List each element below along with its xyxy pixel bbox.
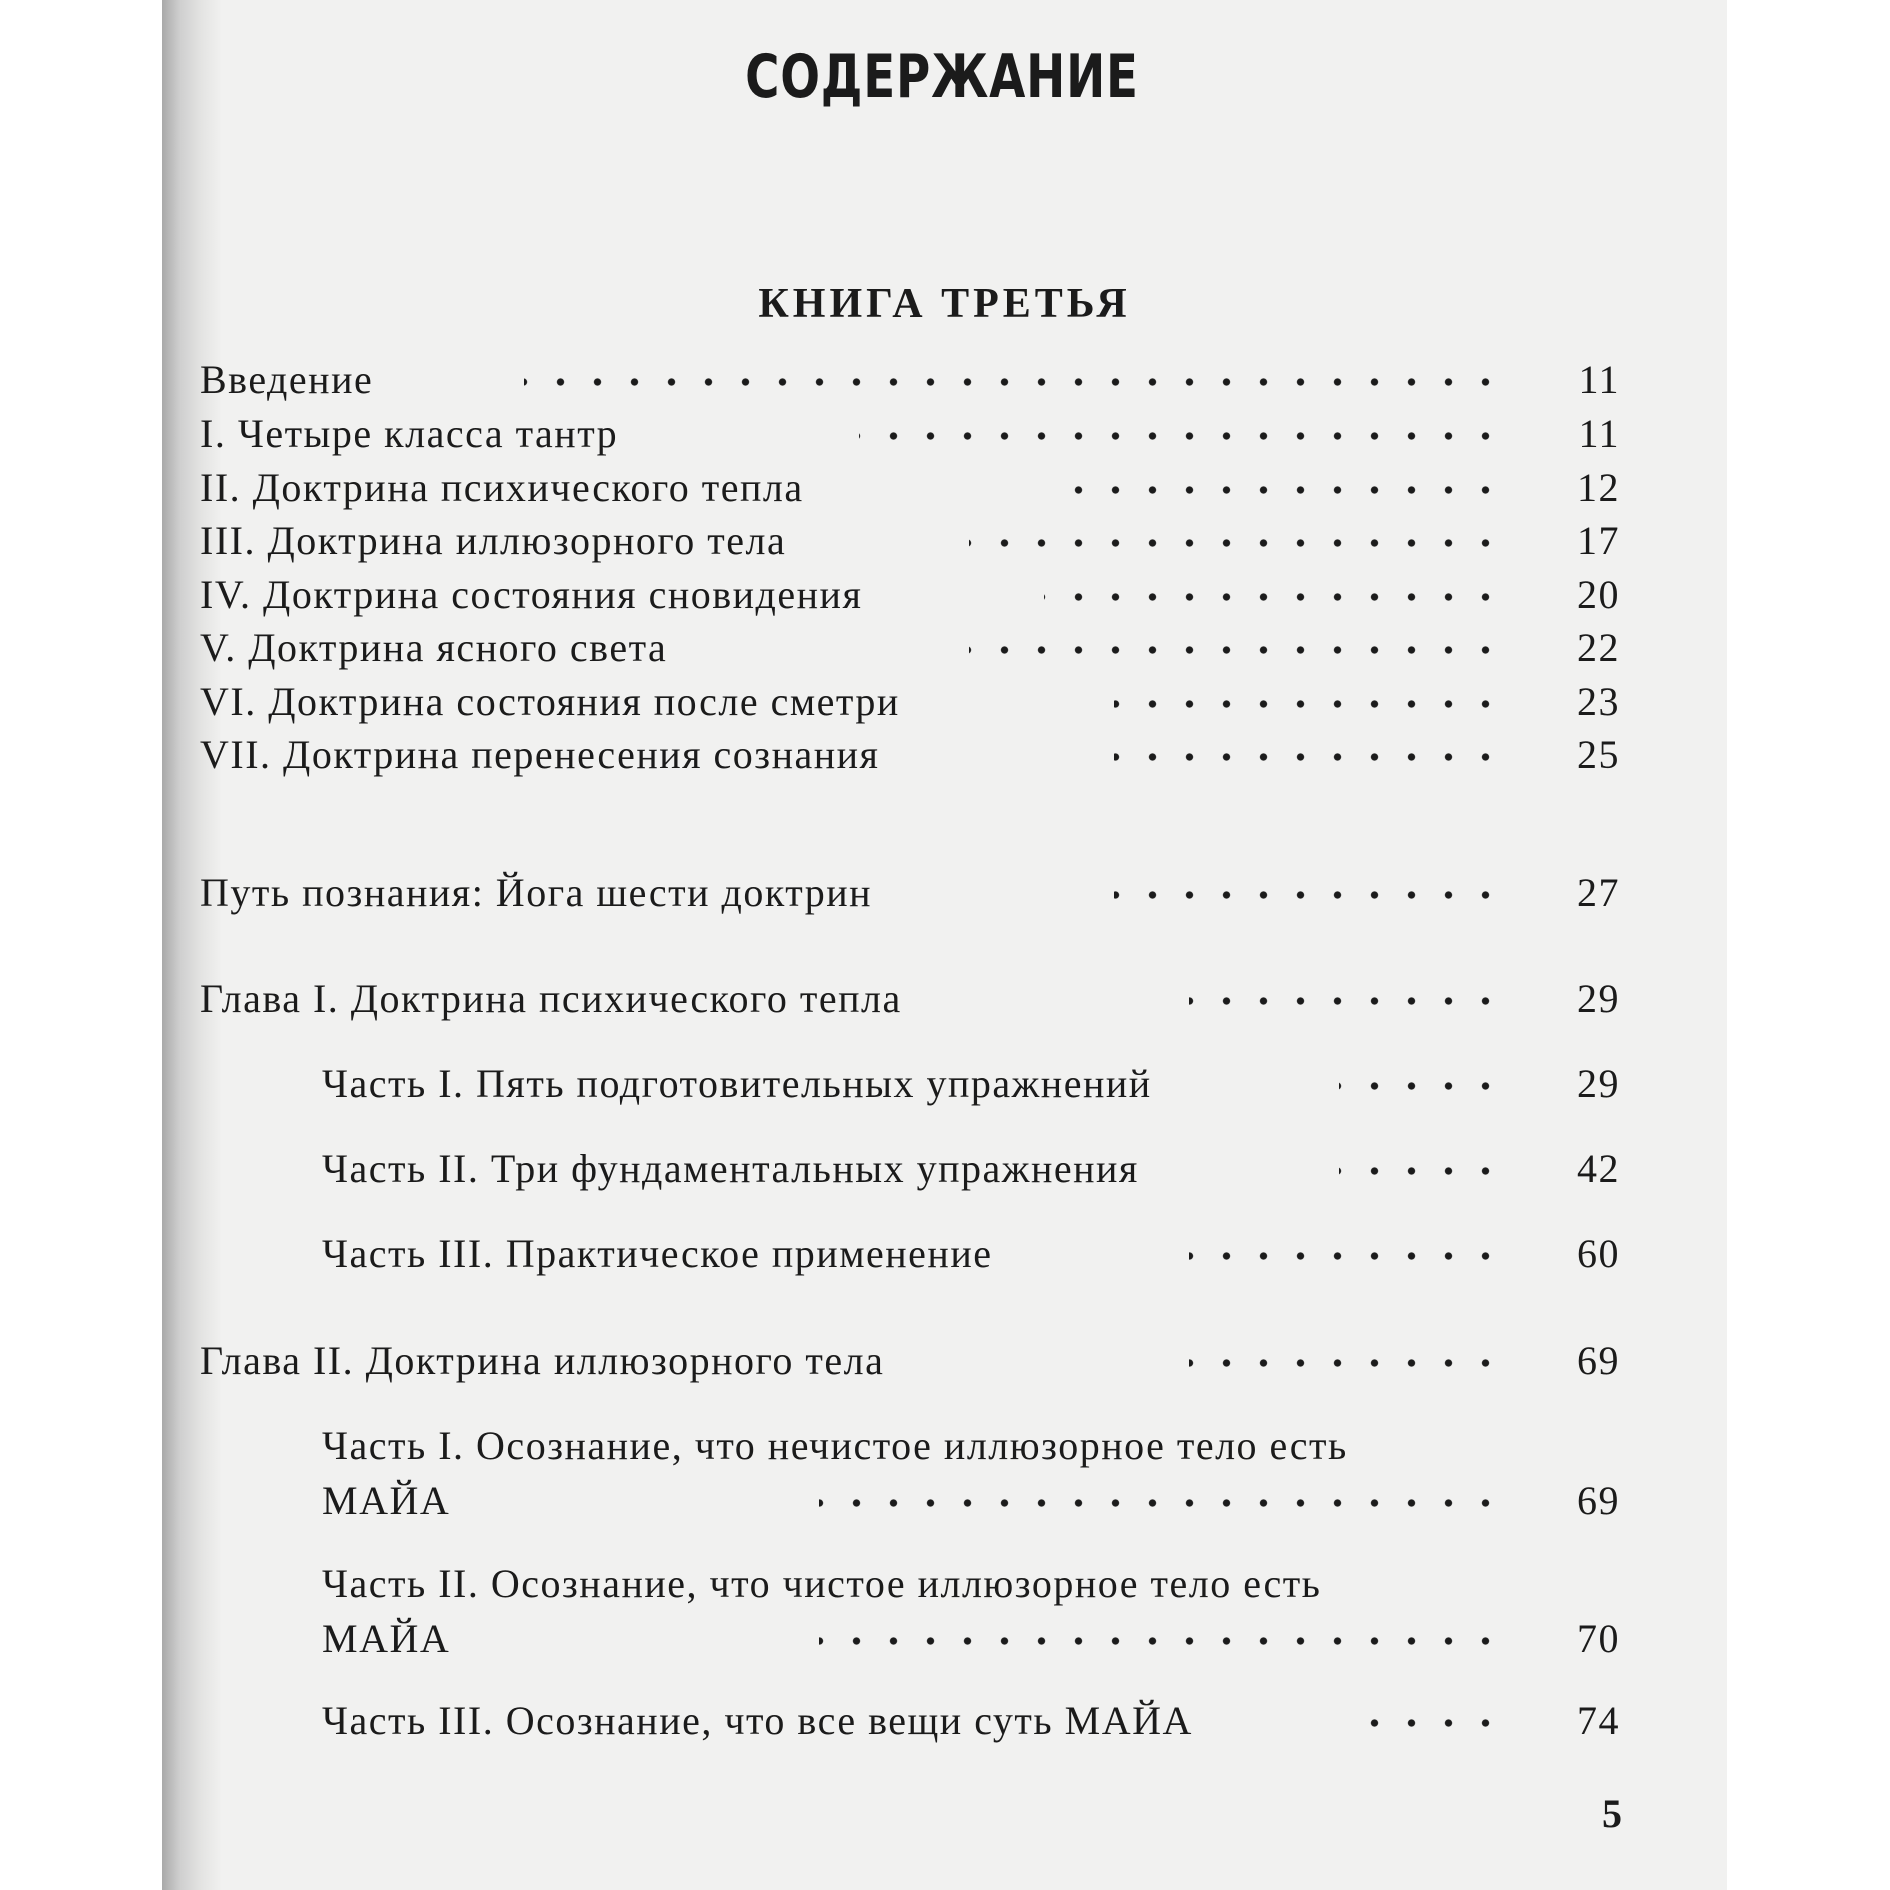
toc-subentry — [322, 1696, 1620, 1746]
toc-entry-label: II. Доктрина психического тепла — [200, 465, 804, 510]
toc-entry-label-continued: МАЙА — [322, 1478, 451, 1523]
toc-entry-label: IV. Доктрина состояния сновидения — [200, 572, 863, 617]
toc-leader-dots — [969, 645, 1504, 655]
toc-leader-dots — [524, 377, 1504, 387]
toc-entry-page: 29 — [1577, 976, 1620, 1021]
toc-entry — [200, 463, 1620, 513]
toc-entry-page: 12 — [1577, 465, 1620, 510]
toc-entry-label: Часть III. Практическое применение — [322, 1231, 993, 1276]
toc-entry-page: 69 — [1577, 1338, 1620, 1383]
toc-entry-page: 22 — [1577, 625, 1620, 670]
toc-entry-page: 27 — [1577, 870, 1620, 915]
toc-entry-label: Часть II. Три фундаментальных упражнения — [322, 1146, 1139, 1191]
toc-entry — [200, 570, 1620, 620]
toc-subentry — [322, 1229, 1620, 1279]
toc-entry — [200, 1336, 1620, 1386]
toc-entry-page: 69 — [1577, 1478, 1620, 1523]
toc-leader-dots — [1114, 699, 1504, 709]
toc-subentry — [322, 1559, 1620, 1669]
toc-entry-page: 20 — [1577, 572, 1620, 617]
toc-entry — [200, 516, 1620, 566]
toc-leader-dots — [1044, 592, 1504, 602]
toc-entry-page: 29 — [1577, 1061, 1620, 1106]
toc-entry-label: Глава II. Доктрина иллюзорного тела — [200, 1338, 885, 1383]
toc-entry-label: I. Четыре класса тантр — [200, 411, 619, 456]
toc-leader-dots — [1349, 1718, 1504, 1728]
toc-entry — [200, 974, 1620, 1024]
toc-leader-dots — [1339, 1081, 1504, 1091]
toc-entry — [200, 677, 1620, 727]
toc-entry-label-continued: МАЙА — [322, 1616, 451, 1661]
toc-leader-dots — [1114, 890, 1504, 900]
toc-subentry — [322, 1144, 1620, 1194]
toc-entry-label: Часть I. Пять подготовительных упражнений — [322, 1061, 1152, 1106]
toc-entry-label: III. Доктрина иллюзорного тела — [200, 518, 787, 563]
toc-entry-page: 11 — [1578, 411, 1620, 456]
toc-entry-label: VI. Доктрина состояния после сметри — [200, 679, 900, 724]
toc-subentry — [322, 1421, 1620, 1531]
toc-leader-dots — [1046, 485, 1504, 495]
toc-subentry — [322, 1059, 1620, 1109]
toc-entry-label: Глава I. Доктрина психического тепла — [200, 976, 902, 1021]
toc-leader-dots — [969, 538, 1504, 548]
toc-entry-page: 74 — [1577, 1698, 1620, 1743]
toc-leader-dots — [819, 1636, 1504, 1646]
page-title: СОДЕРЖАНИЕ — [745, 42, 1139, 112]
toc-leader-dots — [1189, 1358, 1504, 1368]
toc-entry-page: 42 — [1577, 1146, 1620, 1191]
toc-leader-dots — [1114, 752, 1504, 762]
toc-entry — [200, 409, 1620, 459]
toc-entry — [200, 868, 1620, 918]
toc-leader-dots — [1189, 1251, 1504, 1261]
toc-entry-label: VII. Доктрина перенесения сознания — [200, 732, 880, 777]
section-title: КНИГА ТРЕТЬЯ — [758, 281, 1131, 327]
toc-entry-page: 25 — [1577, 732, 1620, 777]
toc-entry-label: V. Доктрина ясного света — [200, 625, 668, 670]
toc-entry — [200, 355, 1620, 405]
toc-entry-page: 23 — [1577, 679, 1620, 724]
toc-entry-page: 17 — [1577, 518, 1620, 563]
page-number: 5 — [1602, 1791, 1622, 1836]
toc-entry-label: Часть III. Осознание, что все вещи суть МАЙА — [322, 1698, 1193, 1743]
toc-leader-dots — [819, 1498, 1504, 1508]
toc-leader-dots — [1339, 1166, 1504, 1176]
toc-entry-page: 11 — [1578, 357, 1620, 402]
table-of-contents — [162, 0, 1727, 1890]
toc-entry-label: Введение — [200, 357, 374, 402]
toc-entry-label: Путь познания: Йога шести доктрин — [200, 870, 873, 915]
book-page — [162, 0, 1727, 1890]
toc-entry-page: 60 — [1577, 1231, 1620, 1276]
toc-leader-dots — [859, 431, 1504, 441]
toc-entry — [200, 623, 1620, 673]
toc-entry-label: Часть II. Осознание, что чистое иллюзорное тело есть — [322, 1561, 1322, 1606]
toc-entry-label: Часть I. Осознание, что нечистое иллюзорное тело есть — [322, 1423, 1348, 1468]
toc-leader-dots — [1189, 996, 1504, 1006]
toc-entry — [200, 730, 1620, 780]
toc-entry-page: 70 — [1577, 1616, 1620, 1661]
